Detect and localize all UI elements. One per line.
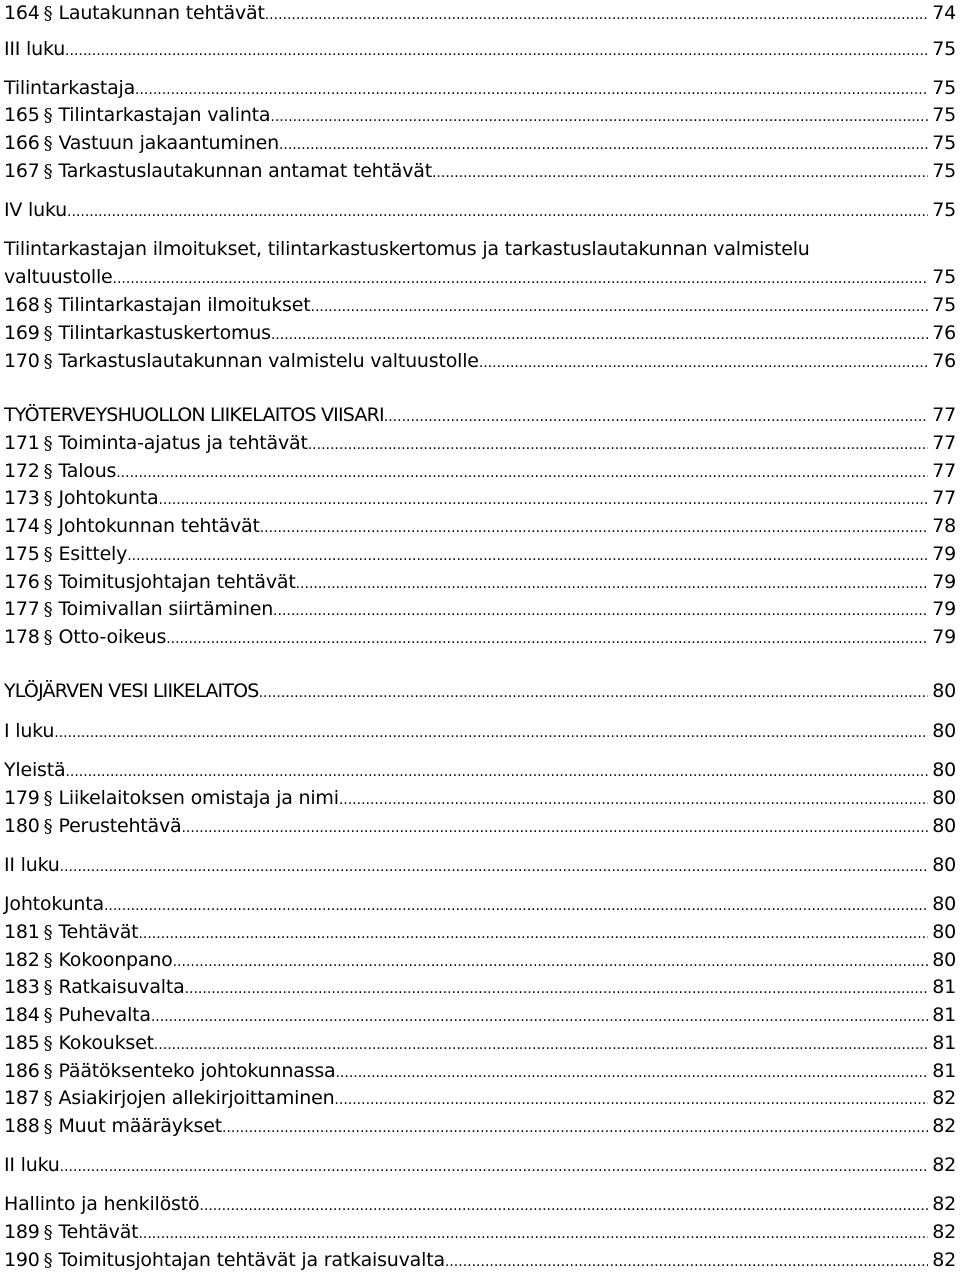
entry-number: 186 — [4, 1060, 40, 1082]
entry-title: Tehtävät — [58, 921, 139, 943]
page-number: 75 — [932, 132, 956, 154]
entry-title: Liikelaitoksen omistaja ja nimi — [58, 787, 339, 809]
dot-leader — [65, 36, 928, 64]
page-number: 82 — [932, 1249, 956, 1271]
section-sign-icon: § — [43, 461, 53, 482]
entry-number: 176 — [4, 571, 40, 593]
page-number: 75 — [932, 199, 956, 221]
toc-entry[interactable] — [4, 1030, 956, 1056]
section-sign-icon: § — [43, 1222, 53, 1243]
dot-leader — [116, 458, 928, 486]
toc-entry[interactable] — [4, 36, 956, 62]
page-number: 82 — [932, 1193, 956, 1215]
page-number: 80 — [932, 949, 956, 971]
page-number: 80 — [932, 854, 956, 876]
dot-leader — [151, 1002, 928, 1030]
dot-leader — [334, 1085, 928, 1113]
dot-leader — [67, 197, 928, 225]
entry-title: TYÖTERVEYSHUOLLON LIIKELAITOS VIISARI — [4, 404, 384, 426]
page-number: 77 — [932, 404, 956, 426]
toc-entry[interactable] — [4, 1002, 956, 1028]
entry-title: II luku — [4, 1154, 60, 1176]
toc-entry[interactable] — [4, 678, 956, 704]
page-number: 78 — [932, 515, 956, 537]
entry-number: 184 — [4, 1004, 40, 1026]
dot-leader — [104, 891, 928, 919]
dot-leader — [138, 1219, 928, 1247]
dot-leader — [181, 813, 928, 841]
toc-entry[interactable] — [4, 0, 956, 26]
dot-leader — [135, 75, 928, 103]
section-sign-icon: § — [43, 922, 53, 943]
page-number: 81 — [932, 976, 956, 998]
toc-entry[interactable] — [4, 264, 956, 290]
entry-title: Hallinto ja henkilöstö — [4, 1193, 200, 1215]
page-number: 82 — [932, 1087, 956, 1109]
entry-title: Talous — [58, 460, 117, 482]
entry-number: 170 — [4, 350, 40, 372]
dot-leader — [222, 1113, 928, 1141]
section-sign-icon: § — [43, 572, 53, 593]
section-sign-icon: § — [43, 816, 53, 837]
dot-leader — [60, 1152, 929, 1180]
entry-number: 187 — [4, 1087, 40, 1109]
dot-leader — [479, 348, 928, 376]
entry-title: Kokoonpano — [58, 949, 173, 971]
toc-entry[interactable] — [4, 158, 956, 184]
section-sign-icon: § — [43, 544, 53, 565]
dot-leader — [158, 485, 928, 513]
entry-number: 172 — [4, 460, 40, 482]
toc-entry[interactable] — [4, 348, 956, 374]
entry-number: 179 — [4, 787, 40, 809]
page-number: 79 — [932, 598, 956, 620]
dot-leader — [296, 569, 929, 597]
dot-leader — [273, 596, 928, 624]
toc-entry[interactable] — [4, 813, 956, 839]
toc-entry[interactable] — [4, 596, 956, 622]
page-number: 79 — [932, 543, 956, 565]
dot-leader — [259, 678, 929, 706]
page-number: 75 — [932, 266, 956, 288]
toc-entry[interactable] — [4, 624, 956, 650]
entry-title: Johtokunta — [58, 487, 159, 509]
entry-title: II luku — [4, 854, 60, 876]
section-sign-icon: § — [43, 1250, 53, 1271]
section-sign-icon: § — [43, 1061, 53, 1082]
page-number: 79 — [932, 571, 956, 593]
toc-entry[interactable] — [4, 485, 956, 511]
toc-entry[interactable] — [4, 130, 956, 156]
entry-title: IV luku — [4, 199, 68, 221]
dot-leader — [432, 158, 928, 186]
section-sign-icon: § — [43, 627, 53, 648]
entry-title: Toimitusjohtajan tehtävät ja ratkaisuvalta — [58, 1249, 445, 1271]
page-number: 80 — [932, 921, 956, 943]
page-number: 80 — [932, 680, 956, 702]
entry-title: Toimivallan siirtäminen — [58, 598, 274, 620]
page-number: 80 — [932, 759, 956, 781]
section-sign-icon: § — [43, 488, 53, 509]
dot-leader — [199, 1191, 928, 1219]
toc-entry[interactable] — [4, 458, 956, 484]
entry-number: 181 — [4, 921, 40, 943]
dot-leader — [113, 264, 929, 292]
dot-leader — [445, 1247, 928, 1275]
entry-number: 189 — [4, 1221, 40, 1243]
toc-entry[interactable] — [4, 1085, 956, 1111]
entry-title: Tilintarkastaja — [4, 77, 136, 99]
toc-entry[interactable] — [4, 974, 956, 1000]
entry-title: valtuustolle — [4, 266, 113, 288]
dot-leader — [138, 919, 928, 947]
page-number: 80 — [932, 720, 956, 742]
entry-title: Puhevalta — [58, 1004, 151, 1026]
page-number: 81 — [932, 1004, 956, 1026]
toc-entry[interactable] — [4, 1219, 956, 1245]
page-number: 77 — [932, 487, 956, 509]
dot-leader — [308, 430, 929, 458]
toc-entry[interactable] — [4, 891, 956, 917]
entry-title: Asiakirjojen allekirjoittaminen — [58, 1087, 335, 1109]
page-number: 80 — [932, 787, 956, 809]
page-number: 80 — [932, 893, 956, 915]
entry-title: Yleistä — [4, 759, 66, 781]
entry-number: 167 — [4, 160, 40, 182]
toc-entry[interactable] — [4, 718, 956, 744]
dot-leader — [154, 1030, 928, 1058]
page-number: 75 — [932, 160, 956, 182]
toc-entry[interactable] — [4, 1152, 956, 1178]
section-sign-icon: § — [43, 323, 53, 344]
section-sign-icon: § — [43, 105, 53, 126]
entry-number: 165 — [4, 104, 40, 126]
entry-number: 175 — [4, 543, 40, 565]
section-sign-icon: § — [43, 161, 53, 182]
entry-title: YLÖJÄRVEN VESI LIIKELAITOS — [4, 680, 259, 702]
page-number: 74 — [932, 2, 956, 24]
entry-title: Ratkaisuvalta — [58, 976, 185, 998]
entry-title: Johtokunnan tehtävät — [58, 515, 260, 537]
entry-number: 188 — [4, 1115, 40, 1137]
entry-number: 177 — [4, 598, 40, 620]
page-number: 75 — [932, 294, 956, 316]
entry-number: 180 — [4, 815, 40, 837]
page-number: 77 — [932, 460, 956, 482]
dot-leader — [127, 541, 928, 569]
entry-number: 168 — [4, 294, 40, 316]
entry-title: Tarkastuslautakunnan valmistelu valtuustolle — [58, 350, 479, 372]
page-number: 75 — [932, 104, 956, 126]
toc-entry[interactable] — [4, 919, 956, 945]
dot-leader — [279, 130, 928, 158]
page-number: 82 — [932, 1221, 956, 1243]
entry-number: 174 — [4, 515, 40, 537]
toc-entry[interactable] — [4, 1191, 956, 1217]
section-sign-icon: § — [43, 1116, 53, 1137]
entry-title: Johtokunta — [4, 893, 104, 915]
page-number: 82 — [932, 1154, 956, 1176]
entry-title: Kokoukset — [58, 1032, 154, 1054]
entry-number: 169 — [4, 322, 40, 344]
entry-title: Tilintarkastuskertomus — [58, 322, 271, 344]
entry-title: Otto-oikeus — [58, 626, 167, 648]
entry-title: Vastuun jakaantuminen — [58, 132, 279, 154]
toc-entry[interactable] — [4, 1247, 956, 1273]
section-sign-icon: § — [43, 295, 53, 316]
page-number: 75 — [932, 77, 956, 99]
toc-entry[interactable] — [4, 1058, 956, 1084]
entry-title-line: Tilintarkastajan ilmoitukset, tilintarkastuskertomus ja tarkastuslautakunnan valmistelu — [4, 238, 810, 260]
entry-title: III luku — [4, 38, 66, 60]
entry-number: 166 — [4, 132, 40, 154]
toc-entry[interactable] — [4, 292, 956, 318]
entry-number: 185 — [4, 1032, 40, 1054]
dot-leader — [271, 320, 928, 348]
page-number: 79 — [932, 626, 956, 648]
section-sign-icon: § — [43, 133, 53, 154]
dot-leader — [173, 947, 929, 975]
dot-leader — [384, 402, 928, 430]
dot-leader — [260, 513, 929, 541]
toc-entry[interactable] — [4, 541, 956, 567]
dot-leader — [335, 1058, 928, 1086]
page-number: 80 — [932, 815, 956, 837]
entry-title: Tilintarkastajan valinta — [58, 104, 271, 126]
dot-leader — [339, 785, 928, 813]
entry-title: Toimitusjohtajan tehtävät — [58, 571, 296, 593]
section-sign-icon: § — [43, 1088, 53, 1109]
entry-title: Lautakunnan tehtävät — [58, 2, 265, 24]
entry-number: 164 — [4, 2, 40, 24]
toc-entry[interactable] — [4, 947, 956, 973]
section-sign-icon: § — [43, 599, 53, 620]
dot-leader — [60, 852, 929, 880]
page-number: 75 — [932, 38, 956, 60]
section-sign-icon: § — [43, 977, 53, 998]
dot-leader — [166, 624, 928, 652]
entry-title: Toiminta-ajatus ja tehtävät — [58, 432, 308, 454]
toc-entry[interactable] — [4, 1113, 956, 1139]
page-number: 76 — [932, 322, 956, 344]
page-number: 82 — [932, 1115, 956, 1137]
entry-number: 178 — [4, 626, 40, 648]
entry-title: Päätöksenteko johtokunnassa — [58, 1060, 336, 1082]
entry-title: Muut määräykset — [58, 1115, 222, 1137]
entry-number: 173 — [4, 487, 40, 509]
toc-entry[interactable] — [4, 513, 956, 539]
entry-title: I luku — [4, 720, 55, 742]
entry-number: 182 — [4, 949, 40, 971]
toc-entry[interactable] — [4, 852, 956, 878]
entry-title: Esittely — [58, 543, 128, 565]
dot-leader — [54, 718, 928, 746]
entry-number: 183 — [4, 976, 40, 998]
section-sign-icon: § — [43, 433, 53, 454]
page-number: 81 — [932, 1060, 956, 1082]
toc-entry[interactable] — [4, 785, 956, 811]
toc-entry[interactable] — [4, 757, 956, 783]
entry-title: Tilintarkastajan ilmoitukset — [58, 294, 311, 316]
toc-entry[interactable] — [4, 320, 956, 346]
toc-entry[interactable] — [4, 75, 956, 101]
toc-entry[interactable] — [4, 197, 956, 223]
section-sign-icon: § — [43, 351, 53, 372]
dot-leader — [185, 974, 929, 1002]
dot-leader — [270, 102, 928, 130]
section-sign-icon: § — [43, 788, 53, 809]
toc-entry[interactable] — [4, 430, 956, 456]
entry-title: Tarkastuslautakunnan antamat tehtävät — [58, 160, 432, 182]
dot-leader — [311, 292, 929, 320]
section-sign-icon: § — [43, 1005, 53, 1026]
page-number: 77 — [932, 432, 956, 454]
entry-number: 171 — [4, 432, 40, 454]
dot-leader — [65, 757, 928, 785]
dot-leader — [265, 0, 928, 28]
entry-title: Tehtävät — [58, 1221, 139, 1243]
section-sign-icon: § — [43, 1033, 53, 1054]
section-sign-icon: § — [43, 950, 53, 971]
toc-entry[interactable] — [4, 569, 956, 595]
page-number: 76 — [932, 350, 956, 372]
toc-entry[interactable] — [4, 402, 956, 428]
section-sign-icon: § — [43, 3, 53, 24]
entry-title: Perustehtävä — [58, 815, 182, 837]
toc-entry[interactable] — [4, 102, 956, 128]
entry-number: 190 — [4, 1249, 40, 1271]
section-sign-icon: § — [43, 516, 53, 537]
page-number: 81 — [932, 1032, 956, 1054]
